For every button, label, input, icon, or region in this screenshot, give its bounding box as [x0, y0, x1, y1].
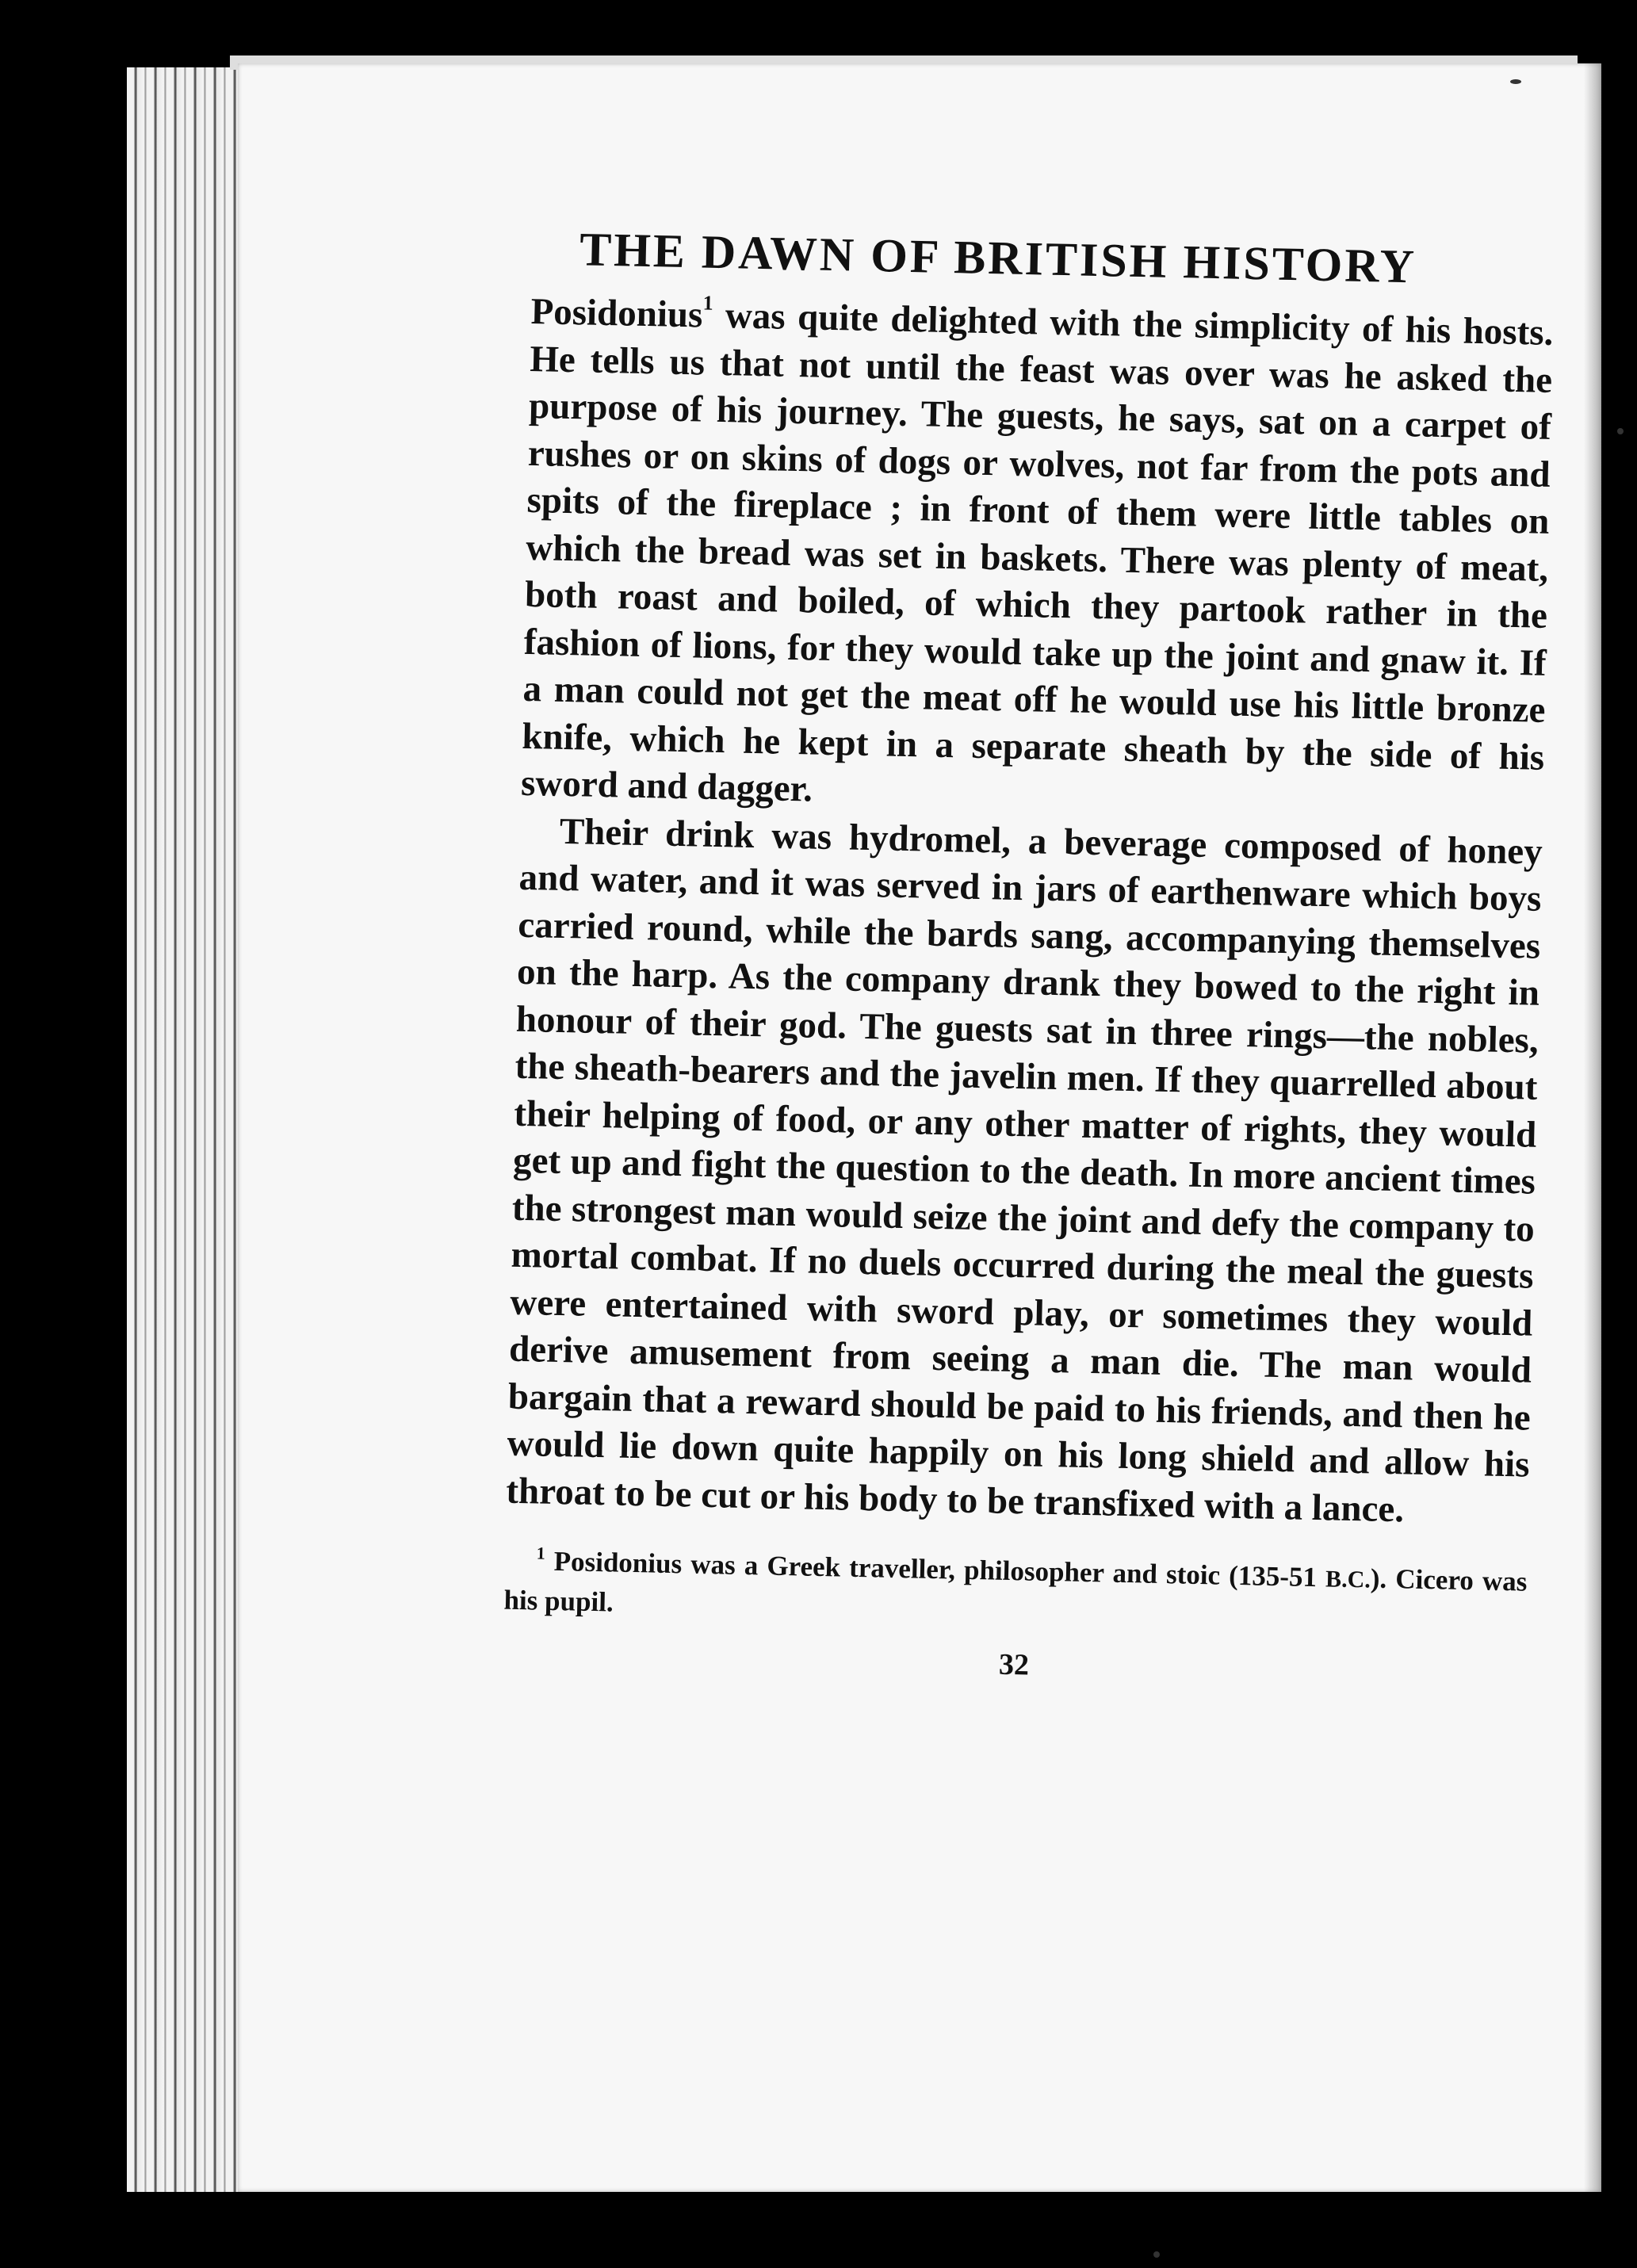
paragraph-2: Their drink was hydromel, a beverage composed of honey and water, and it was served in jars of earthenware which boys carried round, while the bards sang, accompanying themselves on the harp. As the company drank they bowed to the right in honour of their god. The guests sat in three rings—the nobles, the sheath-bearers and the javelin men. If they quarrelled about their helping of food, or any other matter of rights, they would get up and fight the question to the death. In more ancient times the strongest man would seize the joint and defy the company to mortal combat. If no duels occurred during the meal the guests were entertained with sword play, or sometimes they would derive amusement from seeing a man die. The man would bargain that a reward should be paid to his friends, and then he would lie down quite happily on his long shield and allow his throat to be cut or his body to be transfixed with a lance. [505, 810, 1543, 1530]
scan-speck [1153, 2251, 1160, 2258]
page-gutter-shadow [1584, 63, 1601, 2192]
scan-speck [1617, 428, 1624, 434]
paragraph-1 [521, 289, 1554, 828]
paragraph-1-lead: Posidonius [530, 290, 703, 336]
footnote-era: B.C. [1325, 1566, 1371, 1593]
footnote-line [503, 1542, 1528, 1641]
footnote-text-2: ). Cicero was his pupil. [503, 1562, 1528, 1618]
footnote [503, 1542, 1528, 1641]
text-block [503, 222, 1555, 1693]
page-number: 32 [998, 1647, 1030, 1682]
footnote-text-1: Posidonius was a Greek traveller, philosopher and stoic (135-51 [545, 1545, 1326, 1593]
running-head: THE DAWN OF BRITISH HISTORY [579, 223, 1417, 293]
scan-speck [1510, 79, 1521, 84]
footnote-reference-mark: 1 [702, 291, 714, 315]
footnote-mark: 1 [536, 1543, 546, 1563]
paragraph-1-text: was quite delighted with the simplicity of his hosts. He tells us that not until the feast was over was he asked the purpose of his journey. The guests, he says, sat on a carpet of rushes or on skins of dogs or wolves, not far from the pots and spits of the fireplace ; in front of them were little tables on which the bread was set in baskets. There was plenty of meat, both roast and boiled, of which they partook rather in the fashion of lions, for they would take up the joint and gnaw it. If a man could not get the meat off he would use his little bronze knife, which he kept in a separate sheath by the side of his sword and dagger. [520, 294, 1554, 810]
